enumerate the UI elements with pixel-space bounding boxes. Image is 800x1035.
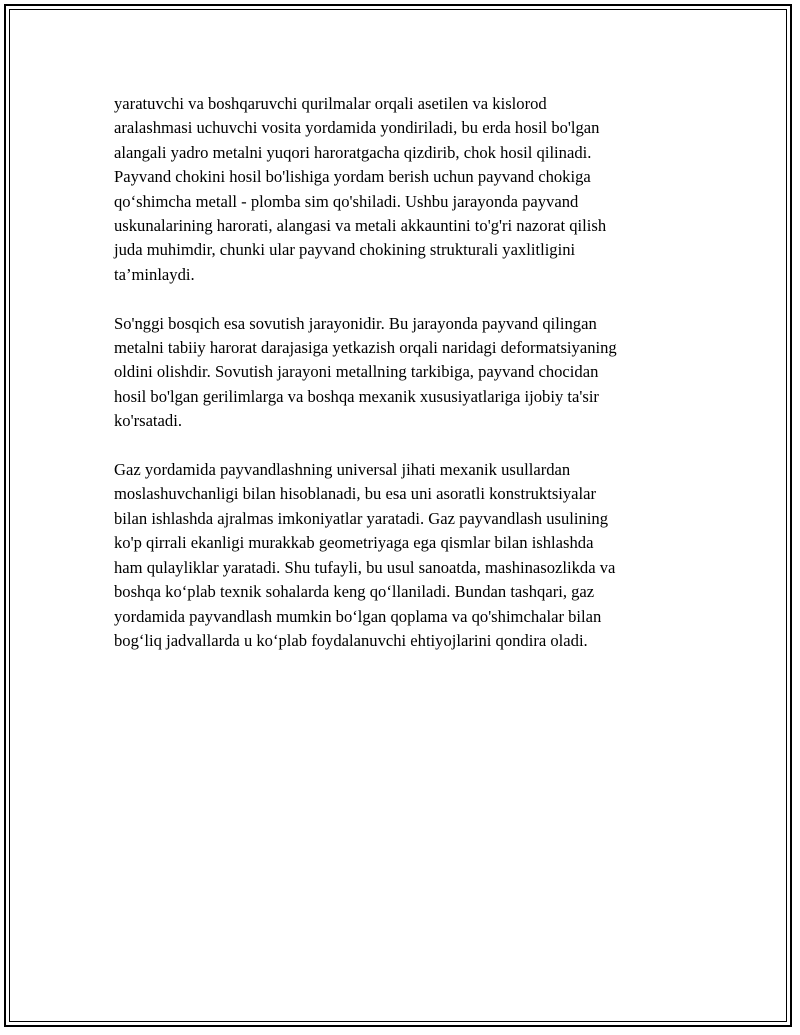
document-body [114, 92, 694, 678]
paragraph-cooling-stage: So'nggi bosqich esa sovutish jarayonidir. Bu jarayonda payvand qilingan metalni tabiiy harorat darajasiga yetkazish orqali naridagi deformatsiyaning oldini olishdir. Sovutish jarayoni metallning tarkibiga, payvand chocidan hosil bo'lgan gerilimlarga va boshqa mexanik xususiyatlariga ijobiy ta'sir ko'rsatadi. [114, 313, 617, 431]
paragraph-gas-welding-advantages: Gaz yordamida payvandlashning universal jihati mexanik usullardan moslashuvchanligi bilan hisoblanadi, bu esa uni asoratli konstruktsiyalar bilan ishlashda ajralmas imkoniyatlar yaratadi. Gaz payvandlash usulining ko'p qirrali ekanligi murakkab geometriyaga ega qismlar bilan ishlashda ham qulayliklar yaratadi. Shu tufayli, bu usul sanoatda, mashinasozlikda va boshqa ko‘plab texnik sohalarda keng qo‘llaniladi. Bundan tashqari, gaz yordamida payvandlash mumkin bo‘lgan qoplama va qo'shimchalar bilan bog‘liq jadvallarda u ko‘plab foydalanuvchi ehtiyojlarini qondira oladi. [114, 460, 616, 650]
paragraph-welding-process: yaratuvchi va boshqaruvchi qurilmalar orqali asetilen va kislorod aralashmasi uchuvchi vosita yordamida yondiriladi, bu erda hosil bo'lgan alangali yadro metalni yuqori haroratgacha qizdirib, chok hosil qilinadi. Payvand chokini hosil bo'lishiga yordam berish uchun payvand chokiga qo‘shimcha metall - plomba sim qo'shiladi. Ushbu jarayonda payvand uskunalarining harorati, alangasi va metali akkauntini to'g'ri nazorat qilish juda muhimdir, chunki ular payvand chokining strukturali yaxlitligini ta’minlaydi. [114, 94, 607, 284]
